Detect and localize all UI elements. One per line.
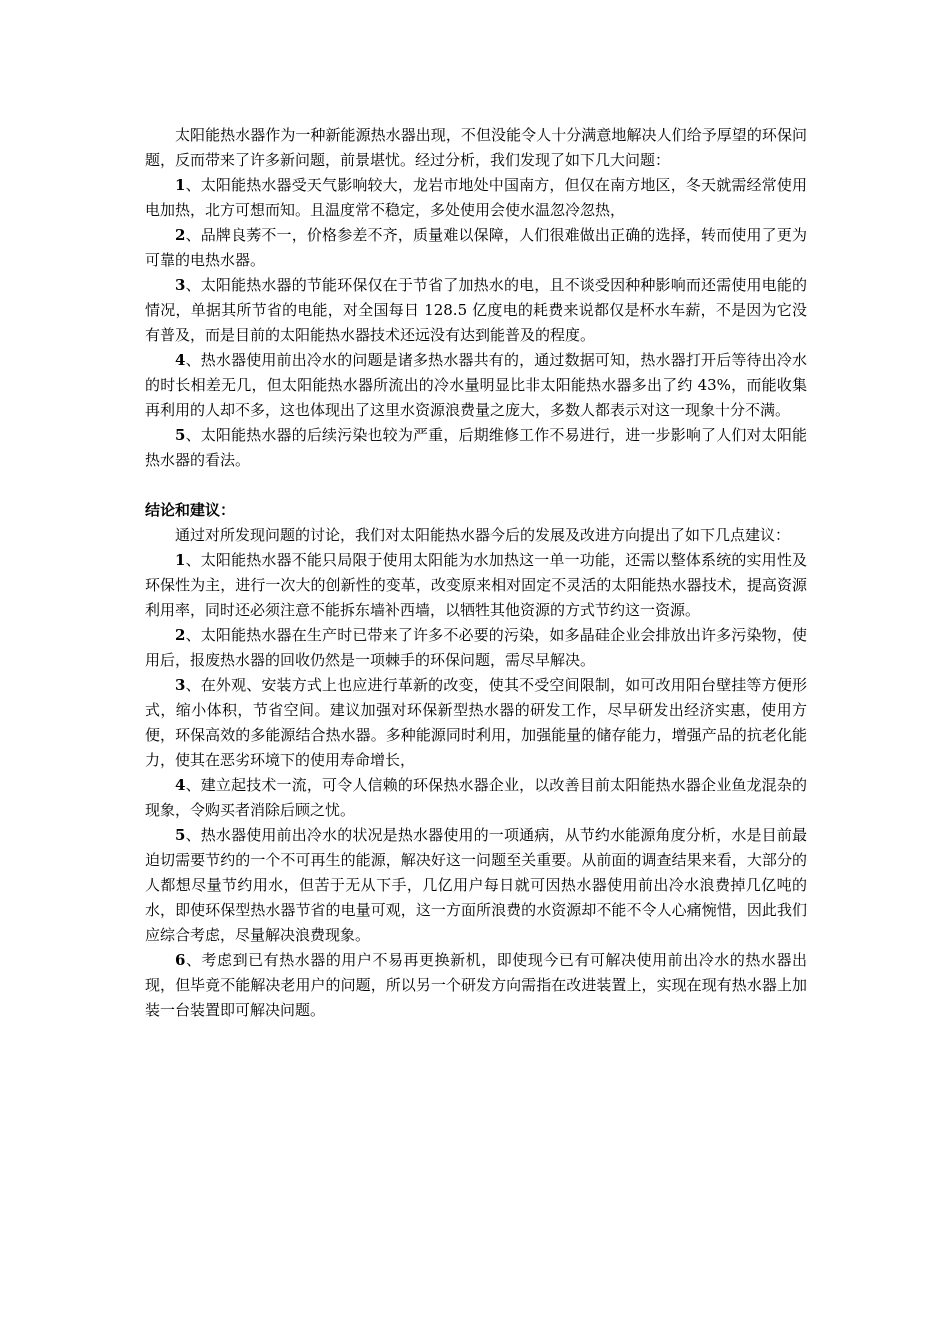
item-number: 2 [175, 626, 186, 644]
suggestion-item [145, 823, 807, 948]
item-number: 2 [175, 226, 186, 244]
problem-item [145, 423, 807, 473]
item-text: 、热水器使用前出冷水的状况是热水器使用的一项通病，从节约水能源角度分析，水是目前最迫切需要节约的一个不可再生的能源，解决好这一问题至关重要。从前面的调查结果来看，大部分的人都想尽量节约用水，但苦于无从下手，几亿用户每日就可因热水器使用前出冷水浪费掉几亿吨的水，即使环保型热水器节省的电量可观，这一方面所浪费的水资源却不能不令人心痛惋惜，因此我们应综合考虑，尽量解决浪费现象。 [145, 826, 807, 944]
item-text: 、太阳能热水器受天气影响较大，龙岩市地处中国南方，但仅在南方地区，冬天就需经常使用电加热，北方可想而知。且温度常不稳定，多处使用会使水温忽冷忽热， [145, 176, 807, 219]
suggestion-item [145, 548, 807, 623]
item-number: 1 [175, 176, 186, 194]
problems-list [145, 173, 807, 473]
item-text: 、热水器使用前出冷水的问题是诸多热水器共有的，通过数据可知，热水器打开后等待出冷水的时长相差无几，但太阳能热水器所流出的冷水量明显比非太阳能热水器多出了约 43%，而能收集再利用的人却不多，这也体现出了这里水资源浪费量之庞大，多数人都表示对这一现象十分不满。 [145, 351, 807, 419]
item-number: 4 [175, 351, 186, 369]
suggestion-item [145, 773, 807, 823]
item-number: 6 [175, 951, 186, 969]
item-text: 、太阳能热水器不能只局限于使用太阳能为水加热这一单一功能，还需以整体系统的实用性及环保性为主，进行一次大的创新性的变革，改变原来相对固定不灵活的太阳能热水器技术，提高资源利用率，同时还必须注意不能拆东墙补西墙，以牺牲其他资源的方式节约这一资源。 [145, 551, 807, 619]
problem-item [145, 348, 807, 423]
item-text: 、品牌良莠不一，价格参差不齐，质量难以保障，人们很难做出正确的选择，转而使用了更为可靠的电热水器。 [145, 226, 807, 269]
item-text: 、建立起技术一流，可令人信赖的环保热水器企业，以改善目前太阳能热水器企业鱼龙混杂的现象，令购买者消除后顾之忧。 [145, 776, 807, 819]
suggestion-item [145, 673, 807, 773]
problem-item [145, 273, 807, 348]
item-text: 、在外观、安装方式上也应进行革新的改变，使其不受空间限制，如可改用阳台壁挂等方便形式，缩小体积，节省空间。建议加强对环保新型热水器的研发工作，尽早研发出经济实惠，使用方便，环保高效的多能源结合热水器。多种能源同时利用，加强能量的储存能力，增强产品的抗老化能力，使其在恶劣环境下的使用寿命增长， [145, 676, 807, 769]
suggestion-item [145, 623, 807, 673]
item-number: 1 [175, 551, 186, 569]
item-number: 5 [175, 426, 186, 444]
suggestion-item [145, 948, 807, 1023]
problem-item [145, 223, 807, 273]
problem-item [145, 173, 807, 223]
item-text: 、太阳能热水器的后续污染也较为严重，后期维修工作不易进行，进一步影响了人们对太阳能热水器的看法。 [145, 426, 807, 469]
conclusion-heading: 结论和建议： [145, 501, 236, 519]
conclusion-intro: 通过对所发现问题的讨论，我们对太阳能热水器今后的发展及改进方向提出了如下几点建议： [175, 526, 791, 544]
item-text: 、太阳能热水器的节能环保仅在于节省了加热水的电，且不谈受因种种影响而还需使用电能的情况，单据其所节省的电能，对全国每日 128.5 亿度电的耗费来说都仅是杯水车薪，不是因为它没有普及，而是目前的太阳能热水器技术还远没有达到能普及的程度。 [145, 276, 807, 344]
intro-paragraph: 太阳能热水器作为一种新能源热水器出现，不但没能令人十分满意地解决人们给予厚望的环保问题，反而带来了许多新问题，前景堪忧。经过分析，我们发现了如下几大问题： [145, 126, 807, 169]
item-number: 3 [175, 276, 186, 294]
item-number: 3 [175, 676, 186, 694]
document-page [145, 123, 807, 1023]
item-text: 、太阳能热水器在生产时已带来了许多不必要的污染，如多晶硅企业会排放出许多污染物，使用后，报废热水器的回收仍然是一项棘手的环保问题，需尽早解决。 [145, 626, 807, 669]
item-text: 、考虑到已有热水器的用户不易再更换新机，即使现今已有可解决使用前出冷水的热水器出现，但毕竟不能解决老用户的问题，所以另一个研发方向需指在改进装置上，实现在现有热水器上加装一台装置即可解决问题。 [145, 951, 807, 1019]
item-number: 4 [175, 776, 186, 794]
item-number: 5 [175, 826, 186, 844]
suggestions-list [145, 548, 807, 1023]
